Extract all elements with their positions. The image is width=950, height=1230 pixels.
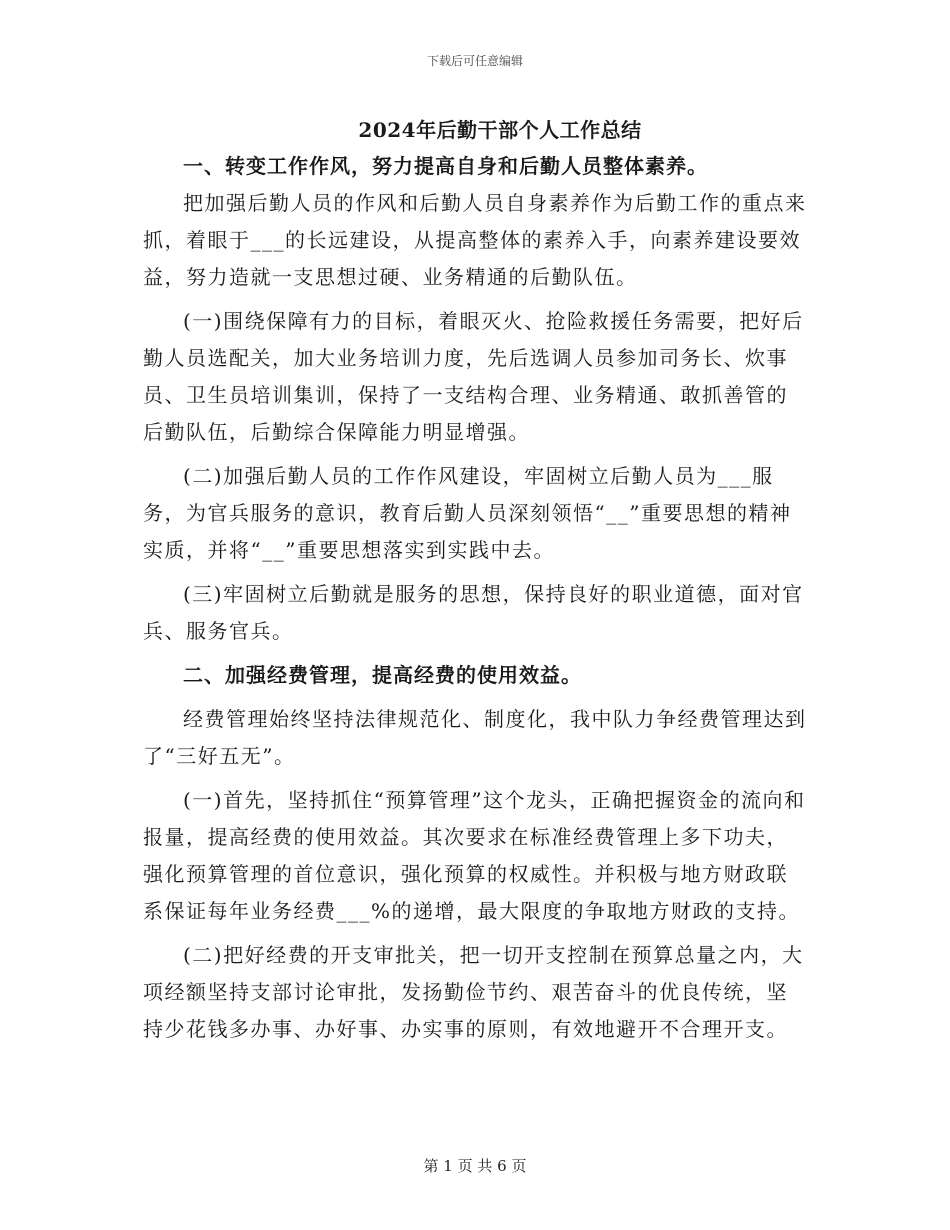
- page-number: 第 1 页 共 6 页: [423, 1157, 527, 1175]
- body-paragraph: (二)把好经费的开支审批关，把一切开支控制在预算总量之内，大项经额坚持支部讨论审批，发扬勤俭节约、艰苦奋斗的优良传统，坚持少花钱多办事、办好事、办实事的原则，有效地避开不合理开支。: [143, 943, 804, 1041]
- section-heading-1: 一、转变工作作风，努力提高自身和后勤人员整体素养。: [183, 154, 708, 178]
- section-heading-2: 二、加强经费管理，提高经费的使用效益。: [183, 663, 582, 687]
- document-title: 2024年后勤干部个人工作总结: [358, 118, 642, 142]
- body-paragraph: (一)首先，坚持抓住“预算管理”这个龙头，正确把握资金的流向和报量，提高经费的使用效益。其次要求在标准经费管理上多下功夫，强化预算管理的首位意识，强化预算的权威性。并积极与地方财政联系保证每年业务经费___%的递增，最大限度的争取地方财政的支持。: [143, 788, 806, 923]
- body-paragraph: (三)牢固树立后勤就是服务的思想，保持良好的职业道德，面对官兵、服务官兵。: [143, 582, 804, 643]
- body-paragraph: 把加强后勤人员的作风和后勤人员自身素养作为后勤工作的重点来抓，着眼于___的长远建设，从提高整体的素养入手，向素养建设要效益，努力造就一支思想过硬、业务精通的后勤队伍。: [143, 191, 807, 289]
- body-paragraph: 经费管理始终坚持法律规范化、制度化，我中队力争经费管理达到了“三好五无”。: [143, 707, 807, 768]
- document-body: [143, 148, 808, 1048]
- body-paragraph: (二)加强后勤人员的工作作风建设，牢固树立后勤人员为___服务，为官兵服务的意识，教育后勤人员深刻领悟“__”重要思想的精神实质，并将“__”重要思想落实到实践中去。: [143, 464, 792, 562]
- body-paragraph: (一)围绕保障有力的目标，着眼灭火、抢险救援任务需要，把好后勤人员选配关，加大业务培训力度，先后选调人员参加司务长、炊事员、卫生员培训集训，保持了一支结构合理、业务精通、敢抓善管的后勤队伍，后勤综合保障能力明显增强。: [143, 309, 804, 444]
- header-note: 下载后可任意编辑: [426, 54, 523, 68]
